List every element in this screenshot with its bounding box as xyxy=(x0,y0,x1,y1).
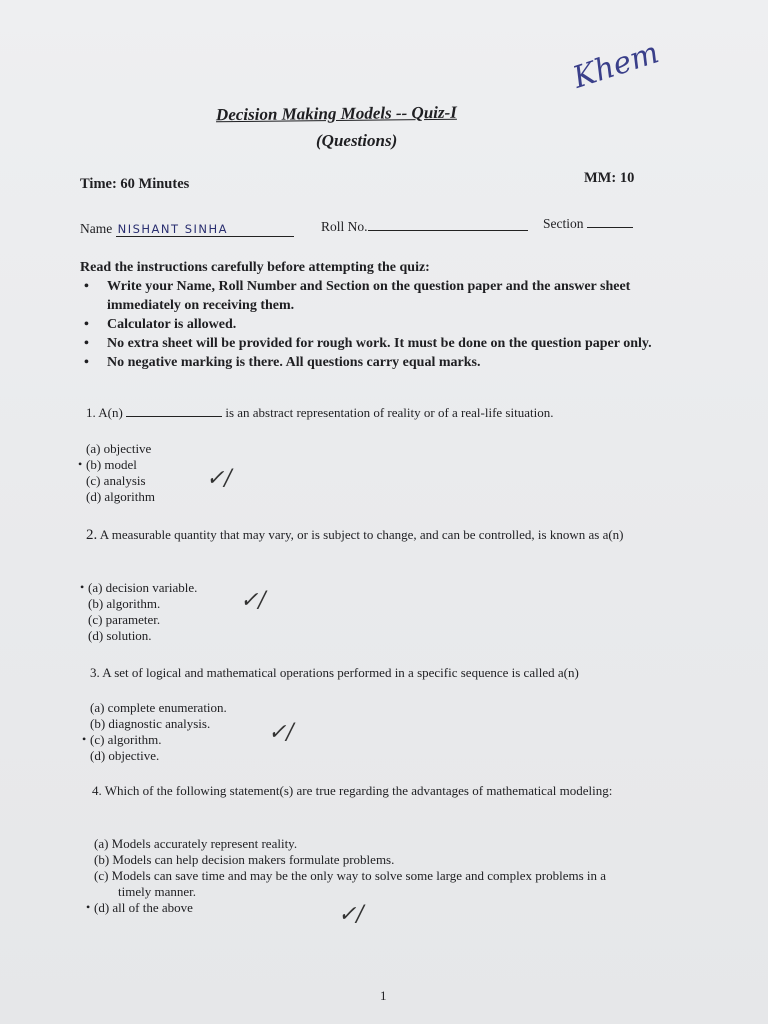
question-number: 2. xyxy=(86,527,98,543)
instructions-heading: Read the instructions carefully before attempting the quiz: xyxy=(80,260,430,275)
option: (b) Models can help decision makers formulate problems. xyxy=(94,852,395,867)
time-label: Time: 60 Minutes xyxy=(80,176,190,192)
bullet-icon: • xyxy=(84,279,89,294)
page-number: 1 xyxy=(380,988,387,1003)
bullet-icon: • xyxy=(84,317,89,332)
answer-blank xyxy=(126,416,222,417)
check-mark-icon: ✓/ xyxy=(268,720,294,745)
question-text: Which of the following statement(s) are true regarding the advantages of mathematical modeling: xyxy=(104,783,613,798)
question-2 xyxy=(86,526,656,544)
name-label: Name xyxy=(80,221,113,236)
option: • (a) decision variable. xyxy=(80,580,198,595)
selected-mark-icon: • xyxy=(82,732,87,746)
question-1 xyxy=(86,404,553,421)
selected-mark-icon: • xyxy=(86,900,91,914)
question-text: A measurable quantity that may vary, or is subject to change, and can be controlled, is known as a(n) xyxy=(99,527,624,542)
option: (d) objective. xyxy=(90,748,160,763)
question-number: 3. xyxy=(90,665,100,680)
selected-mark-icon: • xyxy=(80,580,85,594)
section-label: Section xyxy=(543,216,584,231)
option: (c) Models can save time and may be the only way to solve some large and complex problems in a timely manner. xyxy=(94,868,607,899)
option: • (b) model xyxy=(78,457,137,472)
max-marks-label: MM: 10 xyxy=(584,170,635,186)
option: (a) Models accurately represent reality. xyxy=(94,836,298,851)
check-mark-icon: ✓/ xyxy=(338,902,364,927)
option: (a) objective xyxy=(86,441,152,456)
question-3 xyxy=(90,664,579,681)
option: (b) algorithm. xyxy=(88,596,161,611)
roll-field xyxy=(321,219,528,235)
name-value: NISHANT SINHA xyxy=(116,222,294,237)
question-1-options xyxy=(78,441,155,505)
option: (d) algorithm xyxy=(86,489,155,504)
selected-mark-icon: • xyxy=(78,457,83,471)
option: (b) diagnostic analysis. xyxy=(90,716,211,731)
option: • (c) algorithm. xyxy=(82,732,162,747)
instruction-item: • No negative marking is there. All questions carry equal marks. xyxy=(84,355,481,370)
option: (a) complete enumeration. xyxy=(90,700,227,715)
question-number: 1. xyxy=(86,405,96,420)
option: • (d) all of the above xyxy=(86,900,193,915)
question-3-options xyxy=(82,700,227,764)
instruction-item: • Write your Name, Roll Number and Section on the question paper and the answer sheet immediately on receiving them. xyxy=(84,279,631,313)
name-field xyxy=(80,221,294,237)
roll-label: Roll No. xyxy=(321,219,368,234)
bullet-icon: • xyxy=(84,355,89,370)
handwritten-name: Khem xyxy=(568,35,664,96)
option: (c) analysis xyxy=(86,473,146,488)
question-4 xyxy=(92,782,632,799)
question-number: 4. xyxy=(92,783,102,798)
instruction-item: • No extra sheet will be provided for rough work. It must be done on the question paper only. xyxy=(84,336,652,351)
section-field xyxy=(543,216,633,232)
option: (d) solution. xyxy=(88,628,152,643)
roll-blank xyxy=(368,230,528,231)
question-text: is an abstract representation of reality or of a real-life situation. xyxy=(225,405,554,420)
check-mark-icon: ✓/ xyxy=(206,466,232,491)
question-text: A(n) xyxy=(98,405,123,420)
question-text: A set of logical and mathematical operations performed in a specific sequence is called a(n) xyxy=(102,665,579,680)
question-2-options xyxy=(80,580,198,644)
page-subtitle: (Questions) xyxy=(316,131,398,150)
check-mark-icon: ✓/ xyxy=(240,588,266,613)
option: (c) parameter. xyxy=(88,612,161,627)
instruction-item: • Calculator is allowed. xyxy=(84,317,237,332)
section-blank xyxy=(587,227,633,228)
instructions xyxy=(80,258,660,372)
instructions-list xyxy=(80,277,660,372)
page-title: Decision Making Models -- Quiz-I xyxy=(215,102,457,125)
bullet-icon: • xyxy=(84,336,89,351)
